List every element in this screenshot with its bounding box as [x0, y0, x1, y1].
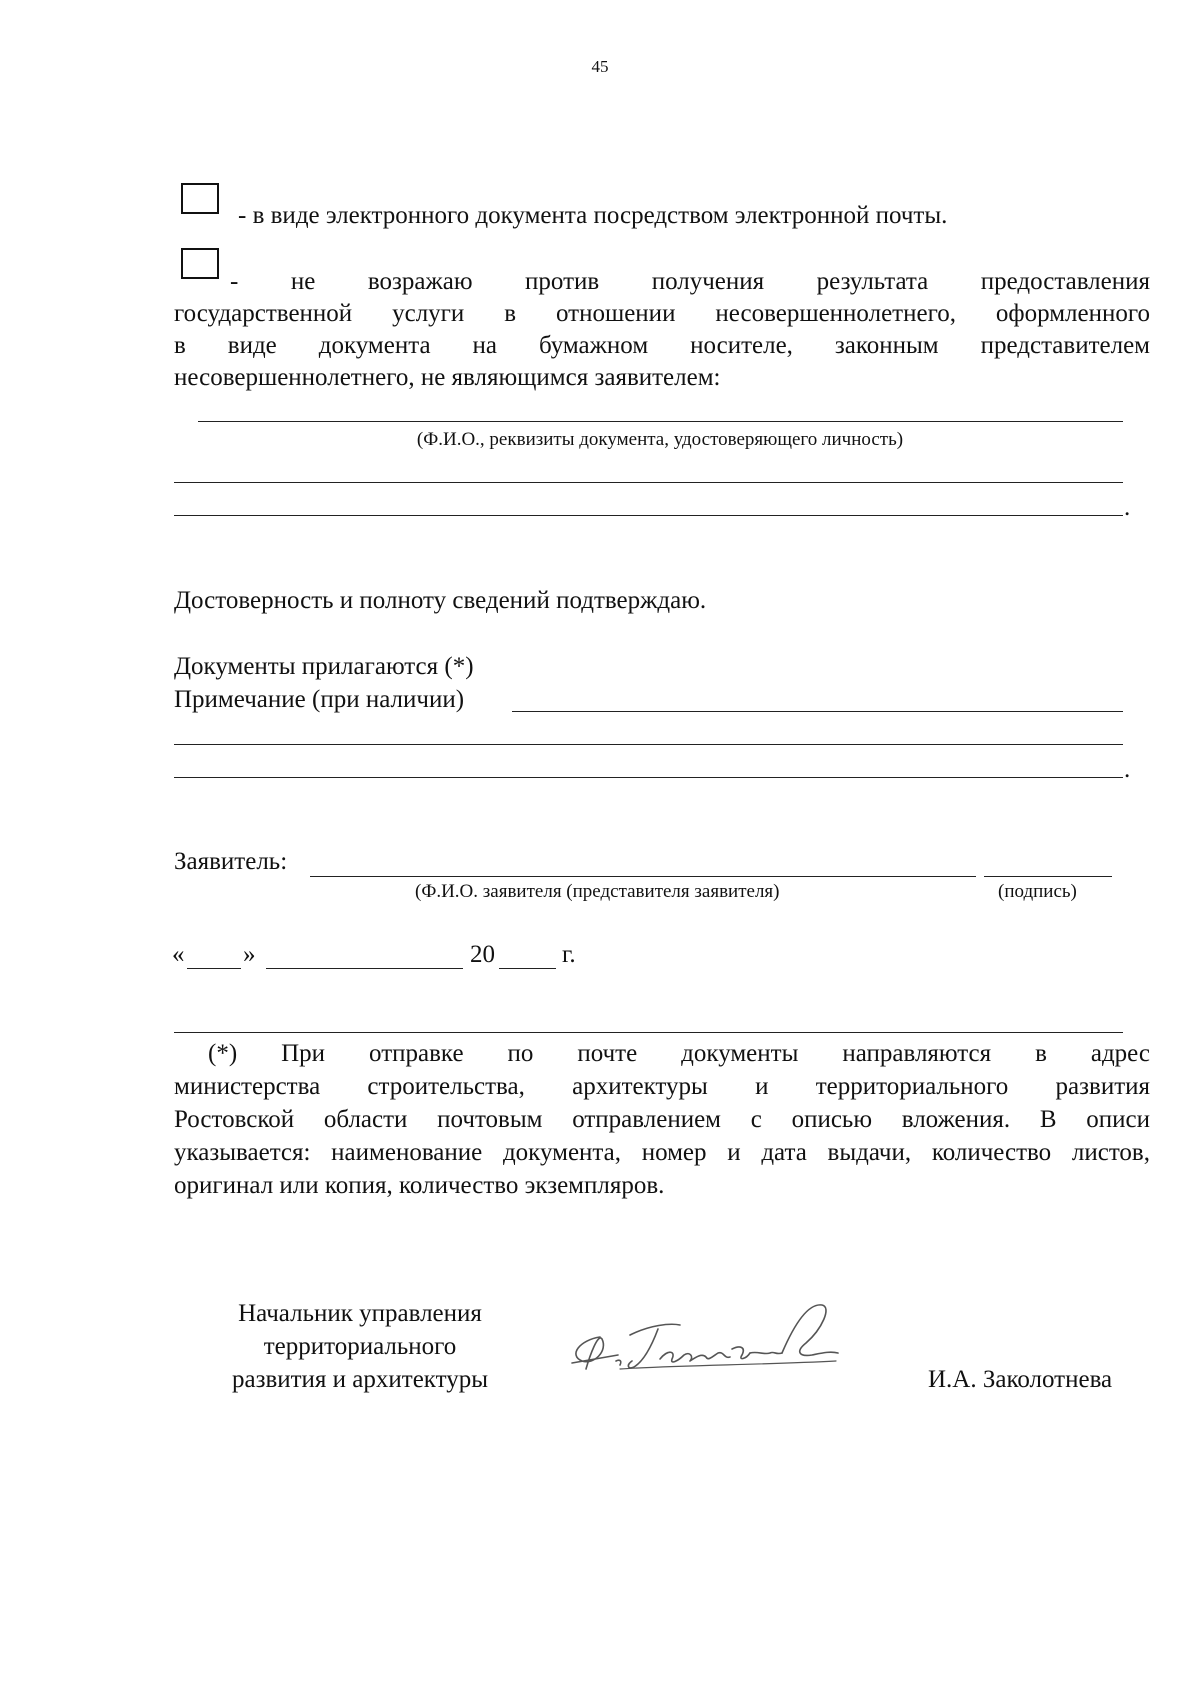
applicant-name-line[interactable] [310, 876, 976, 877]
paper-option-line-3: в виде документа на бумажном носителе, законным представителем [174, 332, 1150, 359]
signatory-position-line-2: территориального [263, 1333, 457, 1360]
footnote-line-2: министерства строительства, архитектуры и территориального развития [174, 1073, 1150, 1100]
line-end-dot: . [1124, 494, 1131, 521]
footnote-line-3: Ростовской области почтовым отправлением с описью вложения. В описи [174, 1106, 1150, 1133]
footnote-line-1: (*) При отправке по почте документы направляются в адрес [208, 1040, 1150, 1067]
documents-attached-text: Документы прилагаются (*) [174, 653, 474, 680]
paper-option-line-1: - не возражаю против получения результата предоставления [230, 268, 1150, 295]
date-year-line[interactable] [499, 968, 556, 969]
confirmation-text: Достоверность и полноту сведений подтверждаю. [174, 587, 707, 614]
representative-caption: (Ф.И.О., реквизиты документа, удостоверяющего личность) [416, 429, 904, 450]
email-option-label: - в виде электронного документа посредством электронной почты. [238, 202, 948, 229]
email-option-checkbox[interactable] [181, 183, 219, 214]
signatory-position-line-3: развития и архитектуры [231, 1366, 489, 1393]
note-line-2[interactable] [174, 744, 1123, 745]
representative-details-line-1[interactable] [174, 482, 1123, 483]
note-line-1[interactable] [512, 711, 1123, 712]
date-day-line[interactable] [187, 968, 241, 969]
signatory-position-line-1: Начальник управления [238, 1300, 482, 1327]
date-year-suffix: г. [562, 941, 576, 968]
applicant-label: Заявитель: [174, 848, 288, 875]
paper-option-line-2: государственной услуги в отношении несовершеннолетнего, оформленного [174, 300, 1150, 327]
paper-option-checkbox[interactable] [181, 248, 219, 279]
applicant-signature-line[interactable] [984, 876, 1112, 877]
footnote-separator [174, 1032, 1123, 1033]
footnote-line-4: указывается: наименование документа, номер и дата выдачи, количество листов, [174, 1139, 1150, 1166]
date-month-line[interactable] [266, 968, 463, 969]
date-open-quote: « [172, 941, 185, 968]
date-close-quote: » [243, 941, 256, 968]
applicant-signature-caption: (подпись) [998, 881, 1077, 902]
page-number: 45 [591, 57, 609, 76]
line-end-dot: . [1124, 756, 1131, 783]
footnote-line-5: оригинал или копия, количество экземпляров. [174, 1172, 665, 1199]
date-year-prefix: 20 [470, 941, 495, 968]
representative-details-line-2[interactable] [174, 515, 1123, 516]
note-label: Примечание (при наличии) [174, 686, 465, 713]
representative-name-line[interactable] [198, 421, 1123, 422]
signatory-name: И.А. Заколотнева [928, 1366, 1113, 1393]
applicant-name-caption: (Ф.И.О. заявителя (представителя заявителя) [415, 881, 780, 902]
handwritten-signature [560, 1295, 850, 1395]
paper-option-line-4: несовершеннолетнего, не являющимся заявителем: [174, 364, 721, 391]
note-line-3[interactable] [174, 777, 1123, 778]
